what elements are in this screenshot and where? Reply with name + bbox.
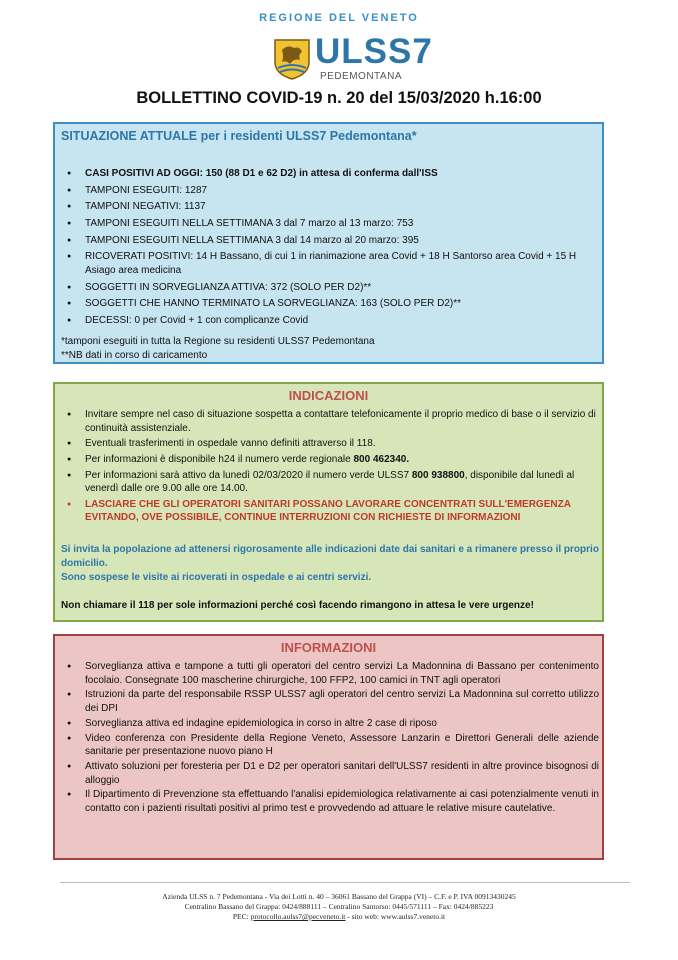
footer-phones: Centralino Bassano del Grappa: 0424/888111 – Centralino Santorso: 0445/571111 – Fax: 0424/885223 (184, 902, 494, 911)
current-situation-heading: SITUAZIONE ATTUALE per i residenti ULSS7 Pedemontana* (61, 129, 417, 143)
list-item: ● Istruzioni da parte del responsabile RSSP ULSS7 agli operatori del centro servizi La Madonnina sul corretto utilizzo dei DPI (61, 688, 599, 715)
instructions-list (61, 408, 599, 527)
regional-number-text: Per informazioni è disponibile h24 il numero verde regionale (85, 453, 354, 465)
footer-address: Azienda ULSS n. 7 Pedemontana - Via dei Lotti n. 40 – 36061 Bassano del Grappa (VI) – C.F. e P. IVA 00913430245 (162, 892, 516, 901)
situation-list (61, 167, 591, 331)
footer-contacts (0, 912, 678, 922)
list-item: ● TAMPONI ESEGUITI: 1287 (61, 184, 591, 198)
list-item (61, 469, 599, 496)
logo-text: ULSS7 (315, 32, 433, 71)
visits-suspended-notice: Sono sospese le visite ai ricoverati in ospedale e ai centri servizi. (61, 572, 372, 583)
bulletin-title: BOLLETTINO COVID-19 n. 20 del 15/03/2020 h.16:00 (136, 89, 542, 107)
stay-home-notice: Si invita la popolazione ad attenersi rigorosamente alle indicazioni date dai sanitari e a rimanere presso il proprio domicilio. (61, 544, 599, 569)
pec-label: PEC: (232, 912, 251, 921)
list-item: ● TAMPONI ESEGUITI NELLA SETTIMANA 3 dal 14 marzo al 20 marzo: 395 (61, 234, 591, 248)
list-item: ● Invitare sempre nel caso di situazione sospetta a contattare telefonicamente il proprio medico di base o il servizio di continuità assistenziale. (61, 408, 599, 435)
list-item-warning: ● LASCIARE CHE GLI OPERATORI SANITARI POSSANO LAVORARE CONCENTRATI SULL'EMERGENZA EVITANDO, OVE POSSIBILE, CONTINUE INTERRUZIONI CON RICHIESTE DI INFORMAZIONI (61, 498, 599, 525)
information-list (61, 660, 599, 817)
information-box (53, 634, 604, 860)
footnote-data-loading: **NB dati in corso di caricamento (61, 350, 208, 361)
list-item: ● SOGGETTI CHE HANNO TERMINATO LA SORVEGLIANZA: 163 (SOLO PER D2)** (61, 297, 591, 311)
list-item: ● CASI POSITIVI AD OGGI: 150 (88 D1 e 62 D2) in attesa di conferma dall'ISS (61, 167, 591, 181)
ulss-number-hours: , disponibile dal lunedì al venerdì dalle ore 9.00 alle ore 14.00. (85, 469, 575, 495)
list-item: ● DECESSI: 0 per Covid + 1 con complicanze Covid (61, 314, 591, 328)
regional-toll-free-number: 800 462340. (353, 453, 410, 465)
list-item: ● Eventuali trasferimenti in ospedale vanno definiti attraverso il 118. (61, 437, 599, 451)
logo-subtitle: PEDEMONTANA (320, 71, 402, 82)
pec-email-link[interactable]: protocollo.aulss7@pecveneto.it (250, 912, 346, 921)
footnote-tests: *tamponi eseguiti in tutta la Regione su residenti ULSS7 Pedemontana (61, 336, 375, 347)
information-heading: INFORMAZIONI (280, 640, 377, 655)
footer-divider (60, 882, 630, 883)
region-name: REGIONE DEL VENETO (259, 12, 419, 24)
list-item (61, 453, 599, 467)
lion-shield-icon (274, 38, 310, 80)
list-item: ● SOGGETTI IN SORVEGLIANZA ATTIVA: 372 (SOLO PER D2)** (61, 281, 591, 295)
list-item: ● Sorveglianza attiva e tampone a tutti gli operatori del centro servizi La Madonnina di Bassano per contenimento focolaio. Consegnate 100 mascherine chirurgiche, 100 FFP2, 100 camici in TNT agli operatori (61, 660, 599, 687)
list-item: ● Sorveglianza attiva ed indagine epidemiologica in corso in altre 2 case di riposo (61, 717, 599, 731)
ulss-toll-free-number: 800 938800 (411, 469, 465, 481)
ulss-number-text: Per informazioni sarà attivo da lunedì 02/03/2020 il numero verde ULSS7 (85, 469, 412, 481)
emergency-number-warning: Non chiamare il 118 per sole informazioni perché così facendo rimangono in attesa le vere urgenze! (61, 600, 534, 611)
list-item: ● Attivato soluzioni per foresteria per D1 e D2 per operatori sanitari dell'ULSS7 residenti in altre province bisognosi di alloggio (61, 760, 599, 787)
list-item: ● Video conferenza con Presidente della Regione Veneto, Assessore Lanzarin e Direttori Generali delle aziende sanitarie per presentazione nuovo piano H (61, 732, 599, 759)
list-item: ● Il Dipartimento di Prevenzione sta effettuando l'analisi epidemiologica relativamente ai casi potenzialmente venuti in contatto con i pazienti risultati positivi al primo test e provvedendo ad attuare le relative misure cautelative. (61, 788, 599, 815)
list-item: ● RICOVERATI POSITIVI: 14 H Bassano, di cui 1 in rianimazione area Covid + 18 H Santorso area Covid + 15 H Asiago area medicina (61, 250, 591, 277)
website-text: - sito web: www.aulss7.veneto.it (345, 912, 446, 921)
instructions-heading: INDICAZIONI (288, 388, 369, 403)
current-situation-box (53, 122, 604, 364)
list-item: ● TAMPONI NEGATIVI: 1137 (61, 200, 591, 214)
instructions-box (53, 382, 604, 622)
list-item: ● TAMPONI ESEGUITI NELLA SETTIMANA 3 dal 7 marzo al 13 marzo: 753 (61, 217, 591, 231)
ulss7-logo (272, 32, 433, 84)
